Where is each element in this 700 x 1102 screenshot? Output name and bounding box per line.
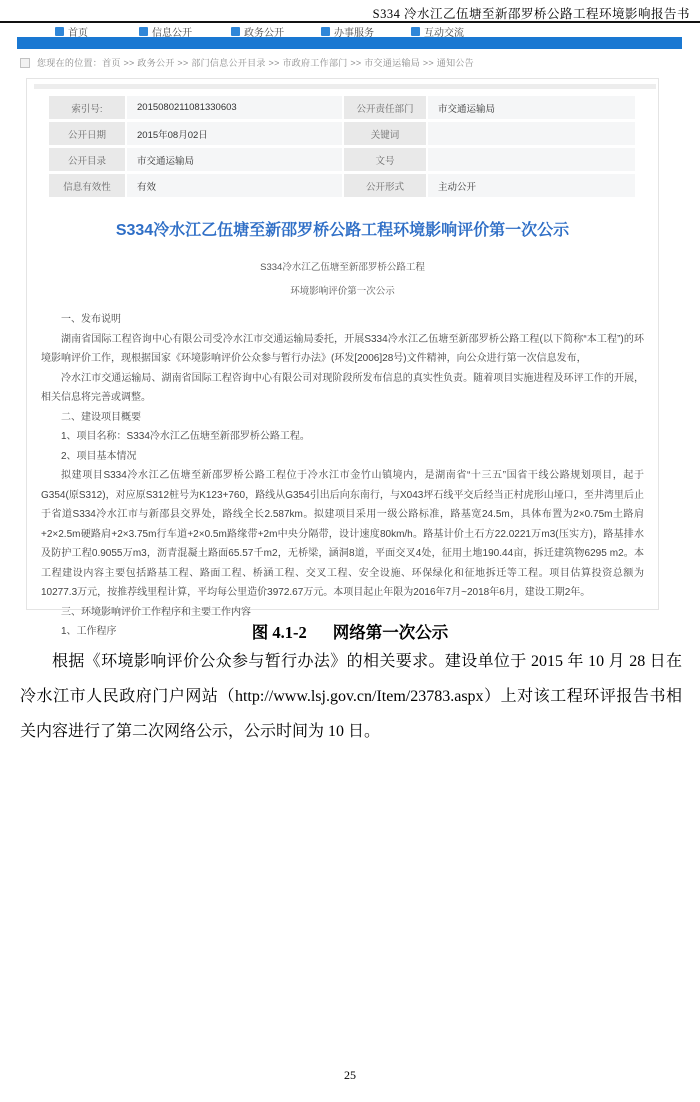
- nav-item-label: 政务公开: [244, 28, 284, 39]
- announcement-body: [41, 310, 644, 642]
- top-menu-clipped: [17, 28, 682, 39]
- table-row: [49, 96, 635, 119]
- article-paragraph: 冷水江市交通运输局、湖南省国际工程咨询中心有限公司对现阶段所发布信息的真实性负责。随着项目实施进程及环评工作的开展，相关信息将完善或调整。: [41, 372, 644, 403]
- figure-caption-title: 网络第一次公示: [332, 623, 449, 642]
- body-paragraph: 根据《环境影响评价公众参与暂行办法》的相关要求。建设单位于 2015 年 10 月 28 日在冷水江市人民政府门户网站（http://www.lsj.gov.cn/Item/23783.aspx）上对该工程环评报告书相关内容进行了第二次网络公示，公示时间为 10 日。: [20, 653, 682, 740]
- info-value: 2015080211081330603: [127, 96, 342, 119]
- page-number: 25: [344, 1068, 356, 1082]
- article-paragraph: 湖南省国际工程咨询中心有限公司受冷水江市交通运输局委托，开展S334冷水江乙伍塘至新邵罗桥公路工程(以下简称“本工程”)的环境影响评价工作，现根据国家《环境影响评价公众参与暂行办法》(环发[2006]28号)文件精神，向公众进行第一次信息发布，: [41, 333, 644, 364]
- info-label: 文号: [344, 148, 426, 171]
- article-paragraph: 二、建设项目概要: [61, 411, 141, 423]
- info-table: [47, 93, 637, 200]
- briefcase-icon: [321, 27, 330, 36]
- article-paragraph: 1、项目名称：S334冷水江乙伍塘至新邵罗桥公路工程。: [61, 431, 310, 442]
- nav-item-label: 互动交流: [424, 28, 464, 39]
- folder-icon: [231, 27, 240, 36]
- announcement-subtitle-2: 环境影响评价第一次公示: [290, 286, 395, 297]
- table-row: [49, 148, 635, 171]
- article-paragraph: 拟建项目S334冷水江乙伍塘至新邵罗桥公路工程位于冷水江市金竹山镇境内，是湖南省“十三五”国省干线公路规划项目，起于G354(原S312)，对应原S312桩号为K123+760，路线从G354引出后向东南行，与X043坪石线平交后经当正村虎形山垭口，至井湾里后止于省道S334冷水江市与新邵县交界处，路线全长2.587km。拟建项目采用一级公路标准，路基宽24.5m，具体布置为2×0.75m土路肩+2×2.5m硬路肩+2×3.75m行车道+2×0.5m路缘带+2m中央分隔带，设计速度80km/h。路基计价土石方22.0221万m3(压实方)，路基排水及防护工程0.9055万m3，沥青混凝土路面65.57千m2，无桥梁，涵洞8道，平面交叉4处，征用土地190.44亩，拆迁建筑物6295 m2。本工程建设内容主要包括路基工程、路面工程、桥涵工程、交叉工程、安全设施、环保绿化和征地拆迁等工程。项目估算投资总额为10277.3万元，按推荐线里程计算，平均每公里造价3972.67万元。本项目起止年限为2016年7月~2018年6月，建设工期2年。: [41, 470, 644, 598]
- info-value: 2015年08月02日: [127, 122, 342, 145]
- document-icon: [139, 27, 148, 36]
- info-label: 公开形式: [344, 174, 426, 197]
- checkbox-icon: [20, 58, 30, 68]
- breadcrumb-row: [17, 49, 682, 74]
- nav-item-label: 首页: [68, 28, 88, 39]
- nav-item-gov-open[interactable]: [231, 24, 284, 39]
- breadcrumb[interactable]: 您现在的位置：首页 >> 政务公开 >> 部门信息公开目录 >> 市政府工作部门 >> 市交通运输局 >> 通知公告: [37, 58, 474, 68]
- nav-item-interaction[interactable]: [411, 24, 464, 39]
- article-paragraph: 一、发布说明: [61, 314, 121, 325]
- article-paragraph: 三、环境影响评价工作程序和主要工作内容: [61, 606, 251, 618]
- article-paragraph: 2、项目基本情况: [61, 450, 137, 462]
- nav-item-info[interactable]: [139, 24, 192, 39]
- header-rule: [0, 21, 700, 23]
- table-top-strip: [34, 84, 656, 89]
- figure-caption-label: 图 4.1-2: [251, 623, 307, 642]
- info-label: 公开目录: [49, 148, 125, 171]
- info-value: 主动公开: [428, 174, 635, 197]
- figure-caption: [0, 619, 700, 643]
- nav-item-label: 办事服务: [334, 28, 374, 39]
- home-icon: [55, 27, 64, 36]
- info-value: 有效: [127, 174, 342, 197]
- info-label: 信息有效性: [49, 174, 125, 197]
- info-value: [428, 122, 635, 145]
- info-value: [428, 148, 635, 171]
- announcement-subtitle-1: S334冷水江乙伍塘至新邵罗桥公路工程: [260, 262, 425, 273]
- article-paragraph: 1、工作程序: [61, 626, 117, 637]
- info-value: 市交通运输局: [428, 96, 635, 119]
- table-row: [49, 174, 635, 197]
- phone-icon: [411, 27, 420, 36]
- table-row: [49, 122, 635, 145]
- info-value: 市交通运输局: [127, 148, 342, 171]
- nav-item-home[interactable]: [55, 24, 88, 39]
- info-label: 索引号:: [49, 96, 125, 119]
- info-label: 公开日期: [49, 122, 125, 145]
- running-header: S334 冷水江乙伍塘至新邵罗桥公路工程环境影响报告书: [372, 7, 690, 21]
- nav-item-label: 信息公开: [152, 28, 192, 39]
- nav-item-services[interactable]: [321, 24, 374, 39]
- announcement-title: S334冷水江乙伍塘至新邵罗桥公路工程环境影响评价第一次公示: [115, 222, 570, 239]
- info-label: 公开责任部门: [344, 96, 426, 119]
- info-label: 关键词: [344, 122, 426, 145]
